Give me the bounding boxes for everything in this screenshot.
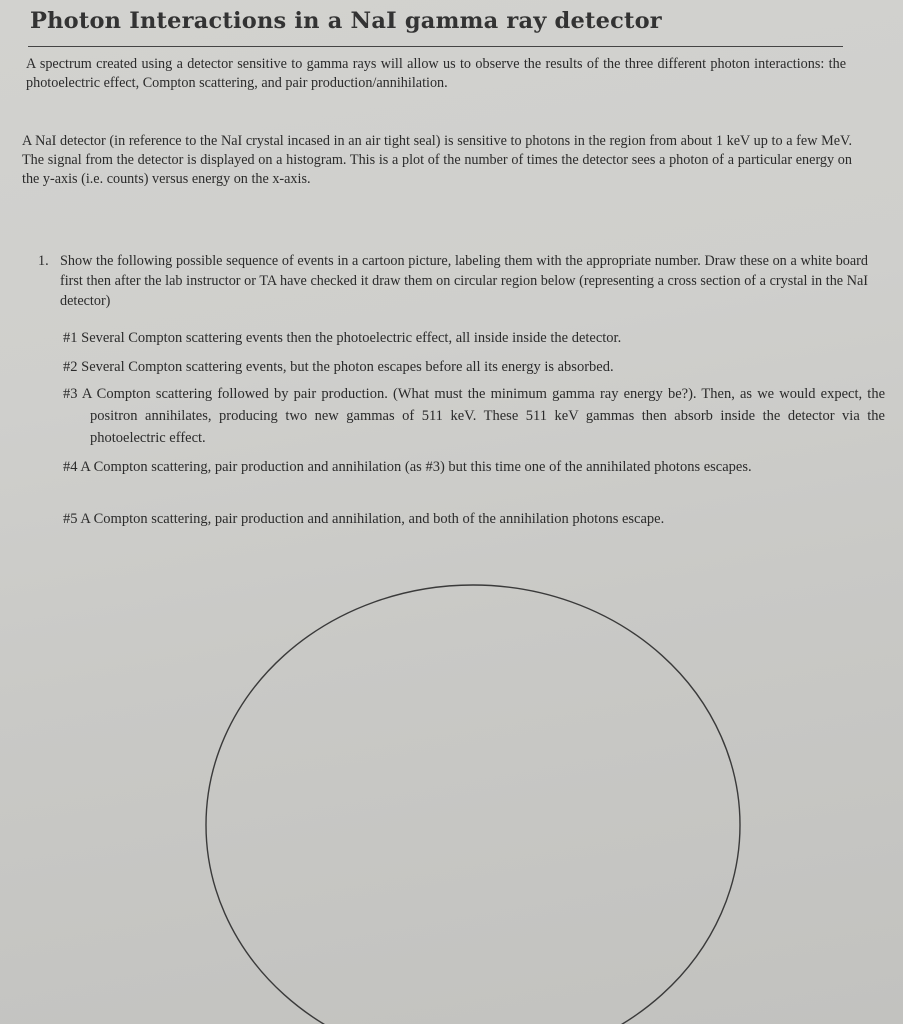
event-item-label: #4: [63, 459, 78, 475]
event-item-1: [63, 327, 885, 349]
event-item-3: [63, 383, 885, 449]
question-1: [38, 251, 868, 311]
event-item-text: A Compton scattering followed by pair production. (What must the minimum gamma ray energy be?). Then, as we would expect, the positron annihilates, producing two new gammas of 511 keV. These 511 keV gammas then absorb inside the detector via the photoelectric effect.: [81, 386, 886, 446]
question-text: Show the following possible sequence of events in a cartoon picture, labeling them with the appropriate number. Draw these on a white board first then after the lab instructor or TA have checked it draw them on circular region below (representing a cross section of a crystal in the NaI detector): [60, 253, 868, 309]
event-item-label: #5: [63, 511, 78, 527]
event-item-5: [63, 508, 885, 530]
question-number: 1.: [38, 253, 49, 269]
event-item-4: [63, 456, 885, 478]
event-item-text: Several Compton scattering events, but the photon escapes before all its energy is absorbed.: [81, 359, 614, 375]
intro-paragraph-detector: A NaI detector (in reference to the NaI crystal incased in an air tight seal) is sensitive to photons in the region from about 1 keV up to a few MeV. The signal from the detector is displayed on a histogram. This is a plot of the number of times the detector sees a photon of a particular energy on the y-axis (i.e. counts) versus energy on the x-axis.: [22, 133, 852, 187]
event-item-label: #1: [63, 330, 78, 346]
event-item-label: #3: [63, 386, 78, 402]
intro-paragraph-spectrum: A spectrum created using a detector sensitive to gamma rays will allow us to observe the results of the three different photon interactions: the photoelectric effect, Compton scattering, and pair production/annihilation.: [26, 56, 846, 91]
event-item-text: A Compton scattering, pair production and annihilation, and both of the annihilation photons escape.: [80, 511, 665, 527]
crystal-cross-section-circle: [206, 585, 740, 1024]
page-title: Photon Interactions in a NaI gamma ray detector: [30, 8, 662, 34]
event-item-label: #2: [63, 359, 78, 375]
event-item-text: A Compton scattering, pair production and annihilation (as #3) but this time one of the annihilated photons escapes.: [80, 459, 752, 475]
title-divider: [28, 46, 843, 47]
event-item-2: [63, 356, 885, 378]
event-item-text: Several Compton scattering events then the photoelectric effect, all inside inside the detector.: [81, 330, 622, 346]
